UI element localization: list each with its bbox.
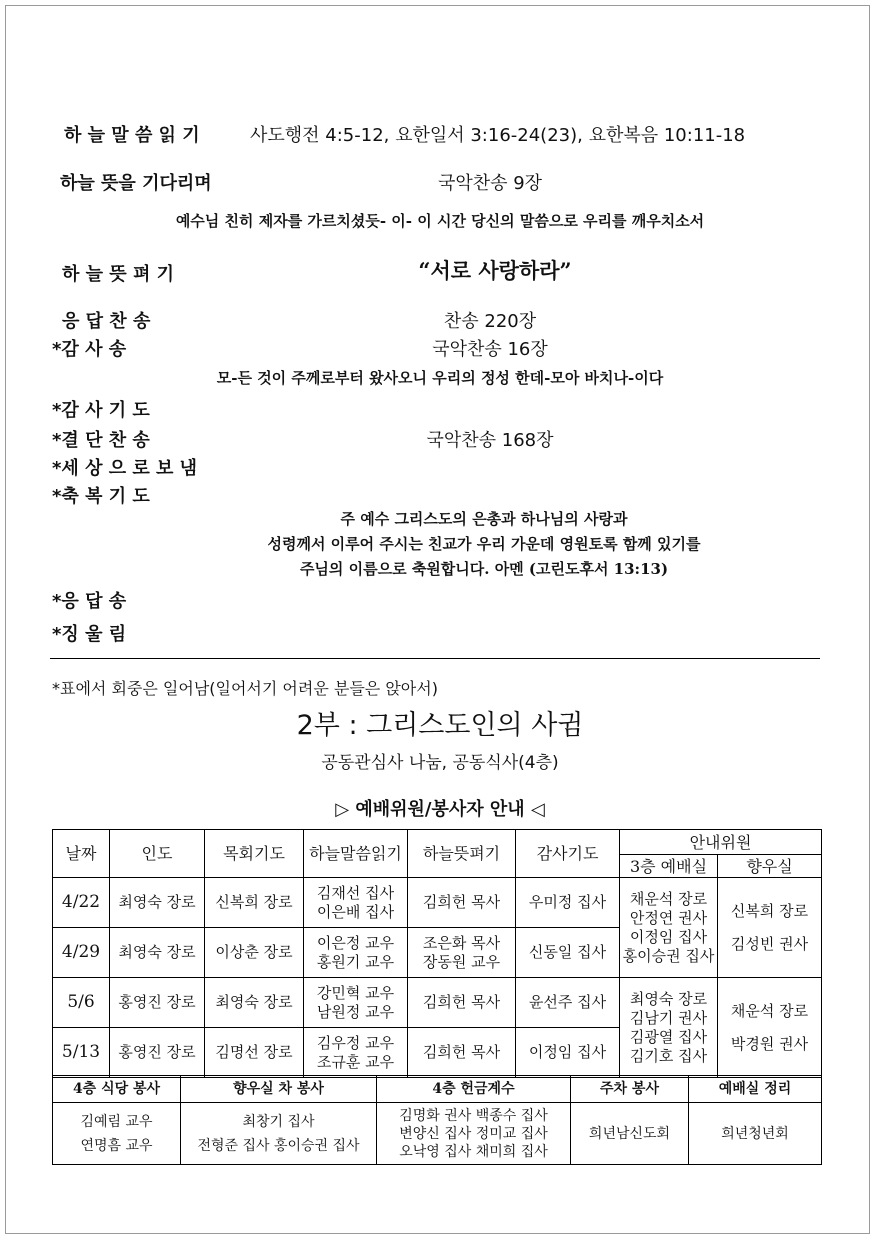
part2-subtitle: 공동관심사 나눔, 공동식사(4층): [321, 753, 559, 773]
header-lead: 인도: [110, 830, 205, 878]
bell-label: *징 울 림: [52, 624, 127, 645]
row-lead: 홍영진 장로: [110, 978, 205, 1028]
header-cleanup: 예배실 정리: [689, 1076, 822, 1103]
row-reading: 강민혁 교우 남원정 교우: [304, 978, 408, 1028]
header-parking: 주차 봉사: [571, 1076, 689, 1103]
header-date: 날짜: [53, 830, 110, 878]
table-row: [53, 978, 822, 1028]
row-lead: 홍영진 장로: [110, 1028, 205, 1078]
header-cafeteria: 4층 식당 봉사: [53, 1076, 181, 1103]
row-prayer: 신복희 장로: [205, 878, 304, 928]
schedule-table: [52, 829, 822, 1078]
standing-note: *표에서 회중은 일어남(일어서기 어려운 분들은 앉아서): [52, 679, 438, 698]
row-sermon: 김희헌 목사: [408, 978, 516, 1028]
header-reading: 하늘말씀읽기: [304, 830, 408, 878]
row-sermon: 김희헌 목사: [408, 878, 516, 928]
row-date: 4/22: [53, 878, 110, 928]
row-lead: 최영숙 장로: [110, 928, 205, 978]
response-hymn-label: 응 답 찬 송: [62, 311, 151, 332]
ushers-incense-group-1: 신복희 장로 김성빈 권사: [718, 878, 822, 978]
ushers-incense-group-2: 채운석 장로 박경원 권사: [718, 978, 822, 1078]
response-hymn-value: 찬송 220장: [443, 311, 537, 332]
benediction-line-3: 주님의 이름으로 축원합니다. 아멘 (고린도후서 13:13): [299, 560, 669, 578]
thanks-prayer-label: *감 사 기 도: [52, 400, 150, 421]
section-divider: [50, 658, 820, 659]
waiting-label: 하늘 뜻을 기다리며: [60, 173, 212, 194]
sermon-title: “서로 사랑하라”: [418, 258, 572, 283]
cleanup-volunteers: 희년청년회: [689, 1103, 822, 1165]
service-table: [52, 1075, 822, 1165]
row-thanks: 우미정 집사: [516, 878, 620, 928]
row-date: 5/6: [53, 978, 110, 1028]
header-sermon: 하늘뜻펴기: [408, 830, 516, 878]
decision-hymn-label: *결 단 찬 송: [52, 430, 150, 451]
waiting-value: 국악찬송 9장: [437, 173, 543, 194]
row-reading: 김재선 집사 이은배 집사: [304, 878, 408, 928]
table-row: [53, 878, 822, 928]
row-sermon: 조은화 목사 장동원 교우: [408, 928, 516, 978]
benediction-line-2: 성령께서 이루어 주시는 친교가 우리 가운데 영원토록 함께 있기를: [267, 535, 701, 553]
cafeteria-volunteers: 김예림 교우 연명흠 교우: [53, 1103, 181, 1165]
offering-volunteers: 김명화 권사 백종수 집사 변양신 집사 정미교 집사 오낙영 집사 채미희 집사: [377, 1103, 571, 1165]
waiting-lyric: 예수님 친히 제자를 가르치셨듯- 이- 이 시간 당신의 말씀으로 우리를 깨우치소서: [175, 212, 705, 230]
benediction-line-1: 주 예수 그리스도의 은총과 하나님의 사랑과: [340, 510, 628, 528]
sermon-label: 하 늘 뜻 펴 기: [62, 264, 175, 285]
header-pastoral-prayer: 목회기도: [205, 830, 304, 878]
row-date: 4/29: [53, 928, 110, 978]
parking-volunteers: 희년남신도회: [571, 1103, 689, 1165]
part2-title: 2부 : 그리스도인의 사귐: [296, 710, 584, 741]
header-tea: 향우실 차 봉사: [181, 1076, 377, 1103]
row-prayer: 김명선 장로: [205, 1028, 304, 1078]
row-sermon: 김희헌 목사: [408, 1028, 516, 1078]
volunteer-title: ▷ 예배위원/봉사자 안내 ◁: [335, 799, 545, 820]
benediction-label: *축 복 기 도: [52, 486, 150, 507]
row-date: 5/13: [53, 1028, 110, 1078]
header-offering: 4층 헌금계수: [377, 1076, 571, 1103]
header-thanks-prayer: 감사기도: [516, 830, 620, 878]
row-prayer: 최영숙 장로: [205, 978, 304, 1028]
row-thanks: 신동일 집사: [516, 928, 620, 978]
row-prayer: 이상춘 장로: [205, 928, 304, 978]
to-world-label: *세 상 으 로 보 냄: [52, 458, 198, 479]
thanks-hymn-lyric: 모-든 것이 주께로부터 왔사오니 우리의 정성 한데-모아 바치나-이다: [216, 369, 664, 387]
row-reading: 이은정 교우 홍원기 교우: [304, 928, 408, 978]
tea-volunteers: 최창기 집사 전형준 집사 홍이승권 집사: [181, 1103, 377, 1165]
header-incense: 향우실: [718, 855, 822, 878]
response-song-label: *응 답 송: [52, 591, 127, 612]
header-floor3: 3층 예배실: [620, 855, 718, 878]
reading-label: 하 늘 말 씀 읽 기: [64, 125, 200, 146]
decision-hymn-value: 국악찬송 168장: [426, 430, 554, 451]
row-thanks: 윤선주 집사: [516, 978, 620, 1028]
ushers-floor3-group-1: 채운석 장로 안정연 권사 이정임 집사 홍이승권 집사: [620, 878, 718, 978]
thanks-hymn-value: 국악찬송 16장: [432, 339, 548, 360]
row-reading: 김우정 교우 조규훈 교우: [304, 1028, 408, 1078]
ushers-floor3-group-2: 최영숙 장로 김남기 권사 김광열 집사 김기호 집사: [620, 978, 718, 1078]
reading-value: 사도행전 4:5-12, 요한일서 3:16-24(23), 요한복음 10:11-18: [250, 125, 746, 146]
row-lead: 최영숙 장로: [110, 878, 205, 928]
header-ushers: 안내위원: [620, 830, 822, 855]
row-thanks: 이정임 집사: [516, 1028, 620, 1078]
thanks-hymn-label: *감 사 송: [52, 339, 127, 360]
